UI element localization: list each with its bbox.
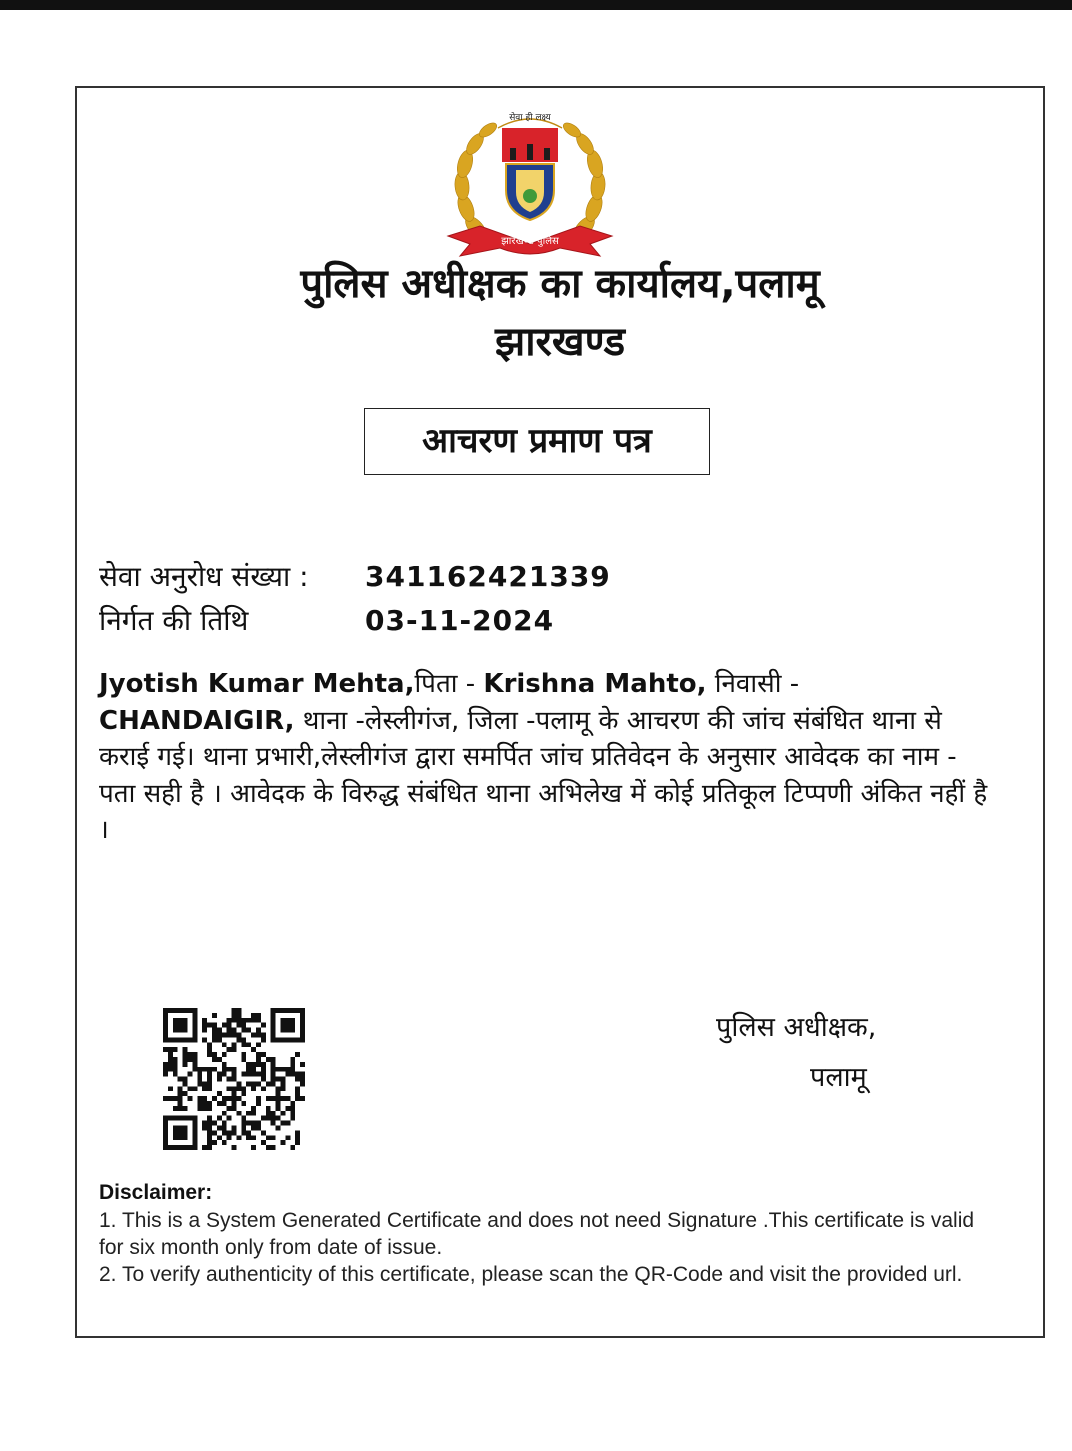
issue-date-label: निर्गत की तिथि [99,604,249,637]
verification-qr-code[interactable] [163,1008,305,1150]
state-title: झारखण्ड [494,319,626,365]
father-name: Krishna Mahto, [483,669,707,699]
disclaimer-point-2: 2. To verify authenticity of this certificate, please scan the QR-Code and visit the provided url. [99,1263,963,1286]
jharkhand-police-emblem [440,108,620,266]
request-number-label: सेवा अनुरोध संख्या : [99,560,309,593]
office-title: पुलिस अधीक्षक का कार्यालय,पलामू [300,261,820,307]
top-bar [0,0,1072,10]
resident-label: निवासी - [706,669,800,699]
signatory-designation: पुलिस अधीक्षक, [716,1012,877,1043]
village-name: CHANDAIGIR, [99,705,295,736]
certificate-title-box: आचरण प्रमाण पत्र [364,408,710,475]
applicant-name: Jyotish Kumar Mehta, [99,669,415,699]
father-label: पिता - [414,669,484,699]
disclaimer-title: Disclaimer: [99,1181,213,1204]
emblem-ribbon-text: झारखण्ड पुलिस [501,236,559,247]
certificate-body [99,666,989,849]
request-number-value: 341162421339 [365,560,611,593]
emblem-motto: सेवा ही लक्ष्य [509,113,551,123]
disclaimer-point-1: 1. This is a System Generated Certificate and does not need Signature .This certificate is valid for six month only from date of issue. [99,1209,975,1259]
body-statement: थाना -लेस्लीगंज, जिला -पलामू के आचरण की जांच संबंधित थाना से कराई गई। थाना प्रभारी,लेस्लीगंज द्वारा समर्पित जांच प्रतिवेदन के अनुसार आवेदक का नाम - पता सही है । आवेदक के विरुद्ध संबंधित थाना अभिलेख में कोई प्रतिकूल टिप्पणी अंकित नहीं है । [99,705,988,845]
issue-date-value: 03-11-2024 [365,604,555,637]
signatory-place: पलामू [810,1062,867,1093]
